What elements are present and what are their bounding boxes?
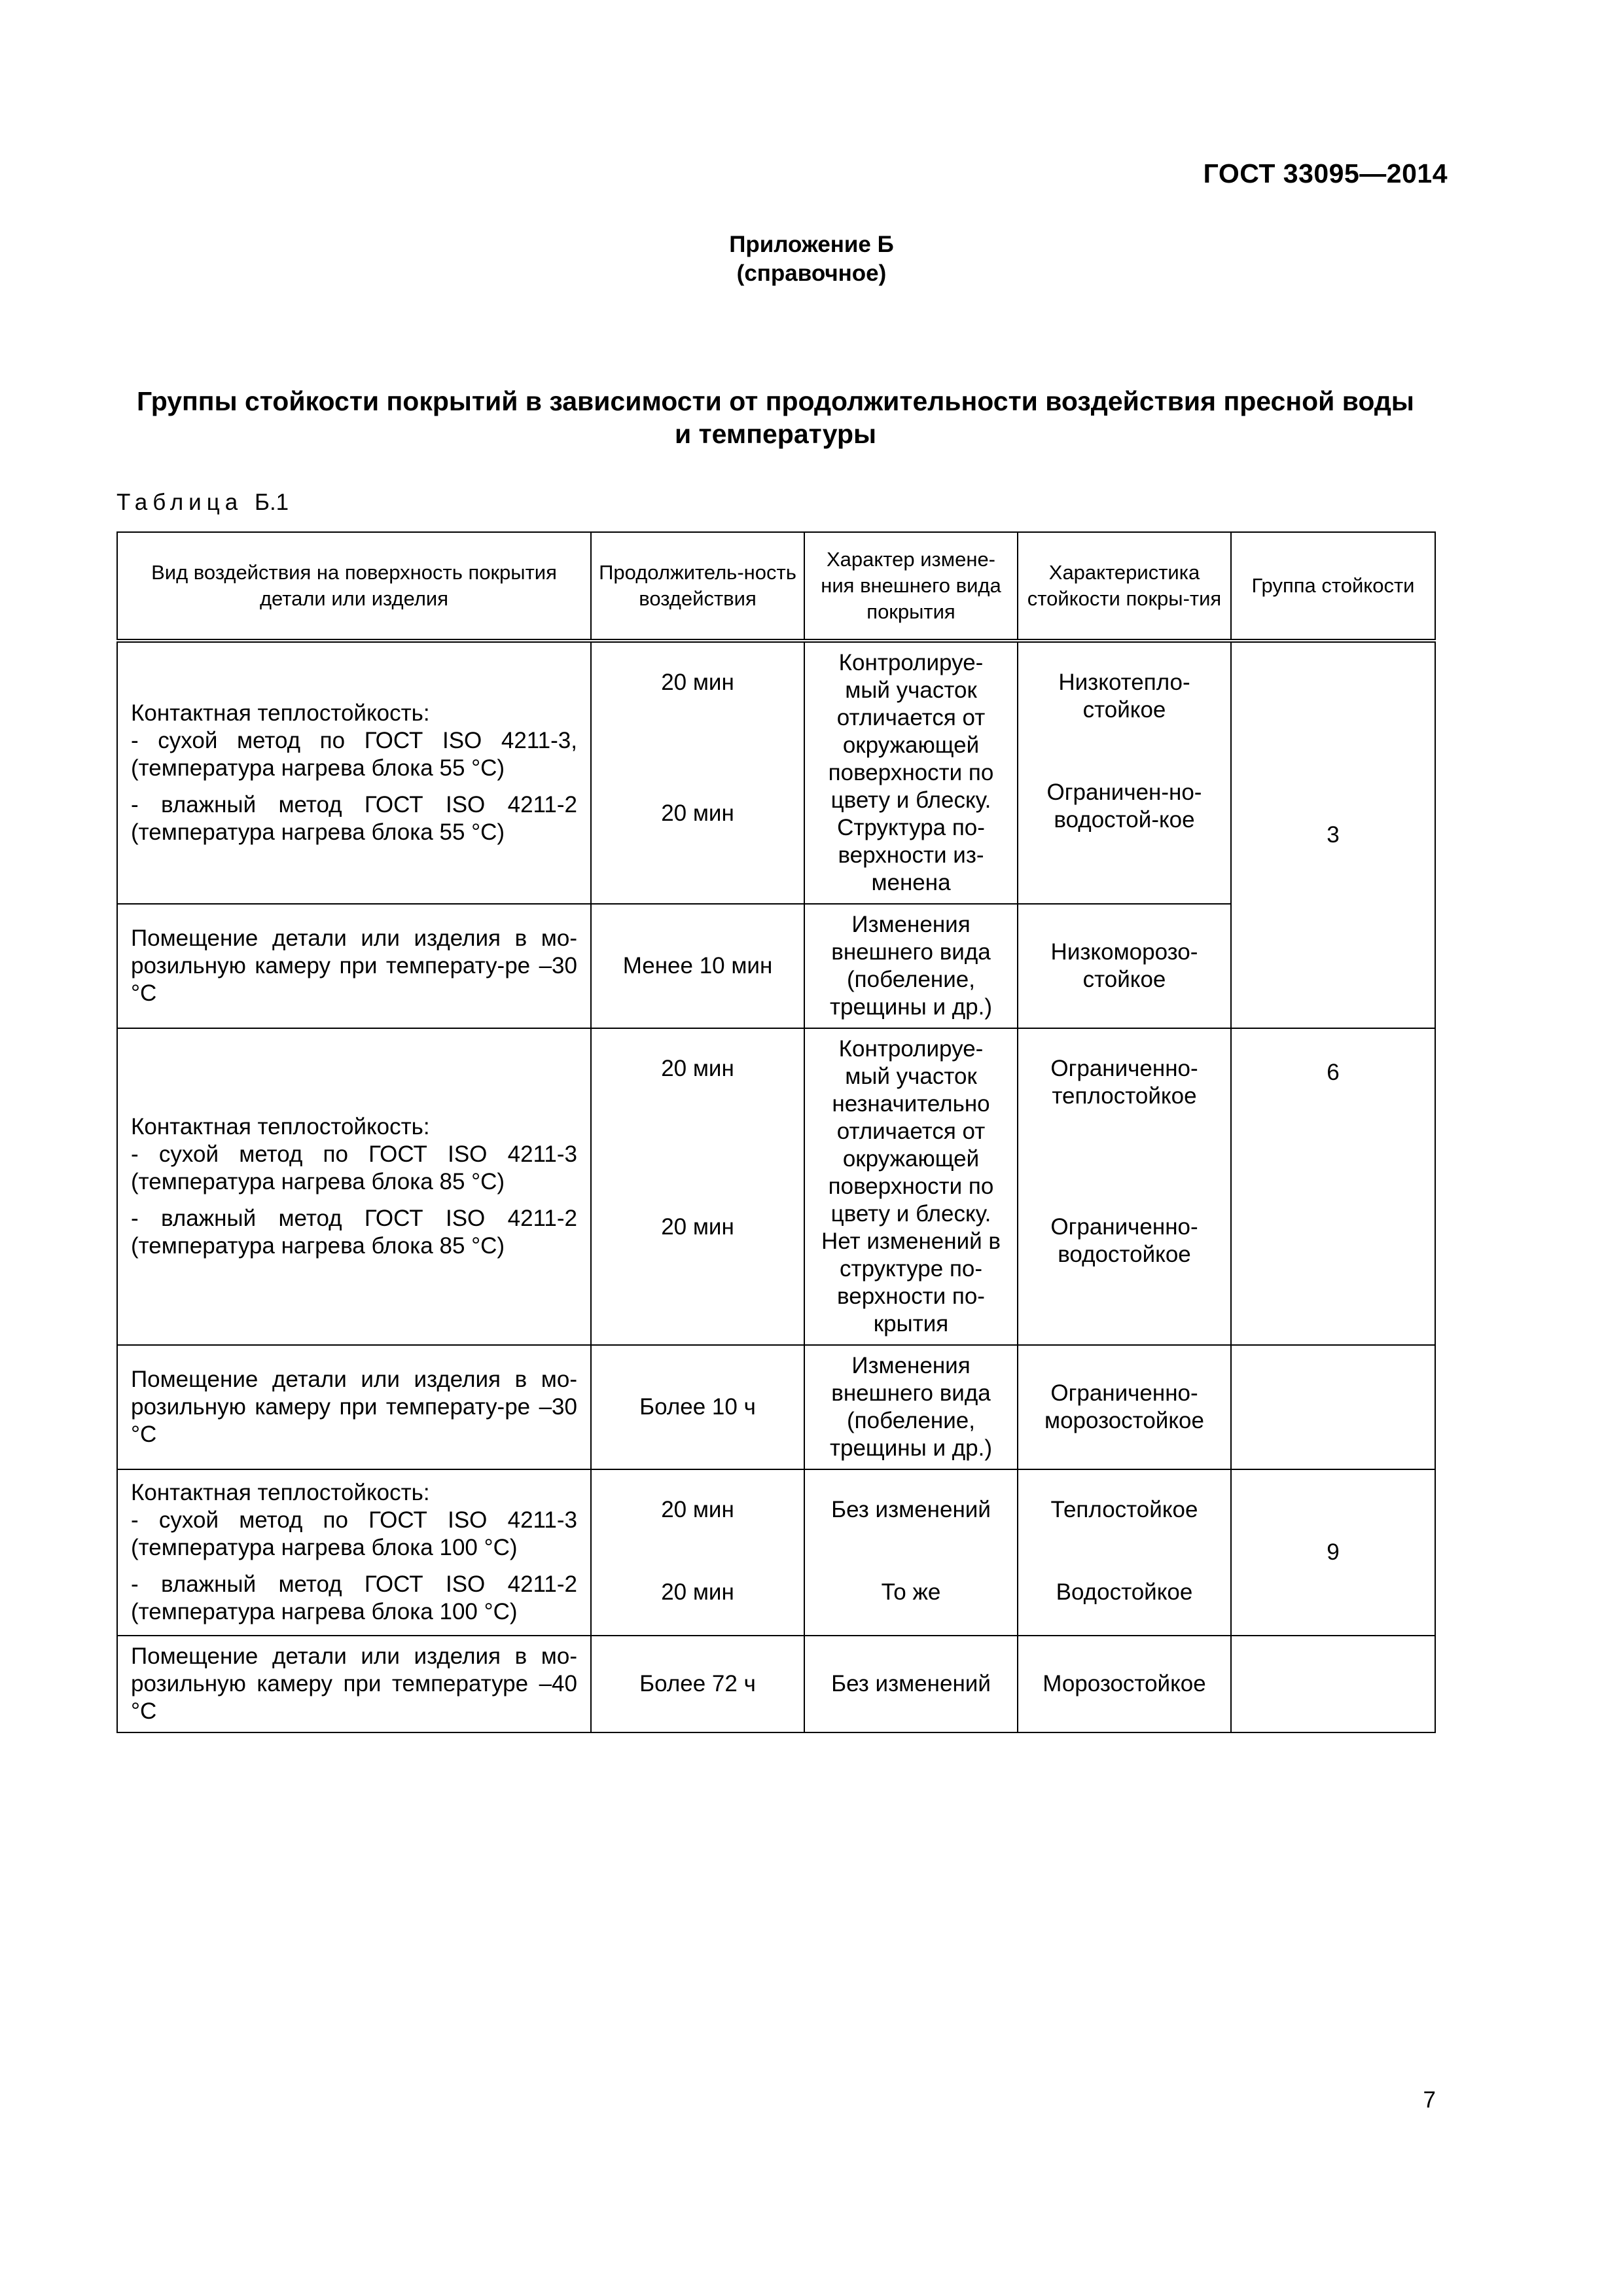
annex-type: (справочное) (736, 260, 887, 286)
table-row (117, 1469, 1435, 1636)
exposure-cell (117, 1469, 591, 1636)
characteristic-cell: Ограниченно-морозостойкое (1018, 1345, 1231, 1469)
exposure-cell (117, 641, 591, 904)
exposure-title: Контактная теплостойкость: (131, 1480, 430, 1505)
change-cell: Изменения внешнего вида (побеление, трещины и др.) (804, 904, 1018, 1028)
duration-wet: 20 мин (661, 1579, 734, 1605)
exposure-cell (117, 1028, 591, 1345)
change-wet: То же (881, 1579, 941, 1605)
table-header-row (117, 532, 1435, 641)
duration-wet: 20 мин (661, 1214, 734, 1240)
characteristic-cell: Морозостойкое (1018, 1636, 1231, 1732)
change-cell (804, 1469, 1018, 1636)
characteristic-heat: Ограниченно-теплостойкое (1050, 1056, 1198, 1109)
annex-heading (0, 230, 1623, 288)
header-characteristic: Характеристика стойкости покры-тия (1018, 532, 1231, 641)
duration-cell (591, 641, 804, 904)
exposure-dry-method: - сухой метод по ГОСТ ISO 4211-3 (температура нагрева блока 85 °С) (131, 1141, 577, 1194)
duration-cell: Более 72 ч (591, 1636, 804, 1732)
exposure-cell: Помещение детали или изделия в мо-розильную камеру при температу-ре –30 °С (117, 904, 591, 1028)
change-cell: Контролируе-мый участок отличается от окружающей поверхности по цвету и блеску. Структура по-верхности из-менена (804, 641, 1018, 904)
annex-label: Приложение Б (729, 232, 894, 257)
group-cell: 9 (1231, 1469, 1435, 1636)
exposure-cell: Помещение детали или изделия в мо-розильную камеру при температуре –40 °С (117, 1636, 591, 1732)
exposure-dry-method: - сухой метод по ГОСТ ISO 4211-3, (температура нагрева блока 55 °С) (131, 728, 577, 781)
duration-dry: 20 мин (661, 1056, 734, 1081)
table-row (117, 1028, 1435, 1345)
title-line-2: и температуры (674, 419, 877, 449)
group-cell-empty (1231, 1345, 1435, 1469)
characteristic-cell (1018, 1469, 1231, 1636)
duration-cell: Менее 10 мин (591, 904, 804, 1028)
characteristic-cell (1018, 1028, 1231, 1345)
standard-code: ГОСТ 33095—2014 (1203, 158, 1448, 188)
table-row (117, 1636, 1435, 1732)
duration-dry: 20 мин (661, 670, 734, 695)
header-exposure: Вид воздействия на поверхность покрытия детали или изделия (117, 532, 591, 641)
characteristic-heat: Низкотепло-стойкое (1058, 670, 1190, 723)
page-number: 7 (1423, 2087, 1436, 2113)
exposure-wet-method: - влажный метод ГОСТ ISO 4211-2 (температура нагрева блока 85 °С) (131, 1206, 577, 1259)
table-row (117, 1345, 1435, 1469)
exposure-wet-method: - влажный метод ГОСТ ISO 4211-2 (температура нагрева блока 100 °С) (131, 1571, 577, 1624)
exposure-wet-method: - влажный метод ГОСТ ISO 4211-2 (температура нагрева блока 55 °С) (131, 792, 577, 845)
exposure-cell: Помещение детали или изделия в мо-розильную камеру при температу-ре –30 °С (117, 1345, 591, 1469)
document-title (116, 385, 1435, 450)
group-cell-empty (1231, 1636, 1435, 1732)
exposure-title: Контактная теплостойкость: (131, 700, 430, 726)
duration-wet: 20 мин (661, 800, 734, 826)
table-row (117, 641, 1435, 904)
duration-cell (591, 1469, 804, 1636)
resistance-groups-table (116, 531, 1436, 1733)
characteristic-water: Ограниченно-водостойкое (1050, 1214, 1198, 1267)
change-dry: Без изменений (831, 1497, 991, 1522)
header-change: Характер измене-ния внешнего вида покрытия (804, 532, 1018, 641)
header-group: Группа стойкости (1231, 532, 1435, 641)
group-cell: 3 (1231, 641, 1435, 1028)
characteristic-cell: Низкоморозо-стойкое (1018, 904, 1231, 1028)
duration-dry: 20 мин (661, 1497, 734, 1522)
exposure-title: Контактная теплостойкость: (131, 1114, 430, 1139)
table-caption (116, 490, 289, 516)
characteristic-cell (1018, 641, 1231, 904)
table-caption-word: Таблица (116, 490, 243, 515)
change-cell: Изменения внешнего вида (побеление, трещины и др.) (804, 1345, 1018, 1469)
change-cell: Контролируе-мый участок незначительно отличается от окружающей поверхности по цвету и блеску. Нет изменений в структуре по-верхности по-крытия (804, 1028, 1018, 1345)
exposure-dry-method: - сухой метод по ГОСТ ISO 4211-3 (температура нагрева блока 100 °С) (131, 1507, 577, 1560)
duration-cell (591, 1028, 804, 1345)
characteristic-water: Ограничен-но-водостой-кое (1046, 780, 1202, 833)
characteristic-heat: Теплостойкое (1050, 1497, 1198, 1522)
duration-cell: Более 10 ч (591, 1345, 804, 1469)
characteristic-water: Водостойкое (1056, 1579, 1193, 1605)
group-cell: 6 (1231, 1028, 1435, 1345)
header-duration: Продолжитель-ность воздействия (591, 532, 804, 641)
table-caption-number: Б.1 (254, 490, 289, 515)
title-line-1: Группы стойкости покрытий в зависимости от продолжительности воздействия пресной воды (137, 386, 1414, 416)
change-cell: Без изменений (804, 1636, 1018, 1732)
